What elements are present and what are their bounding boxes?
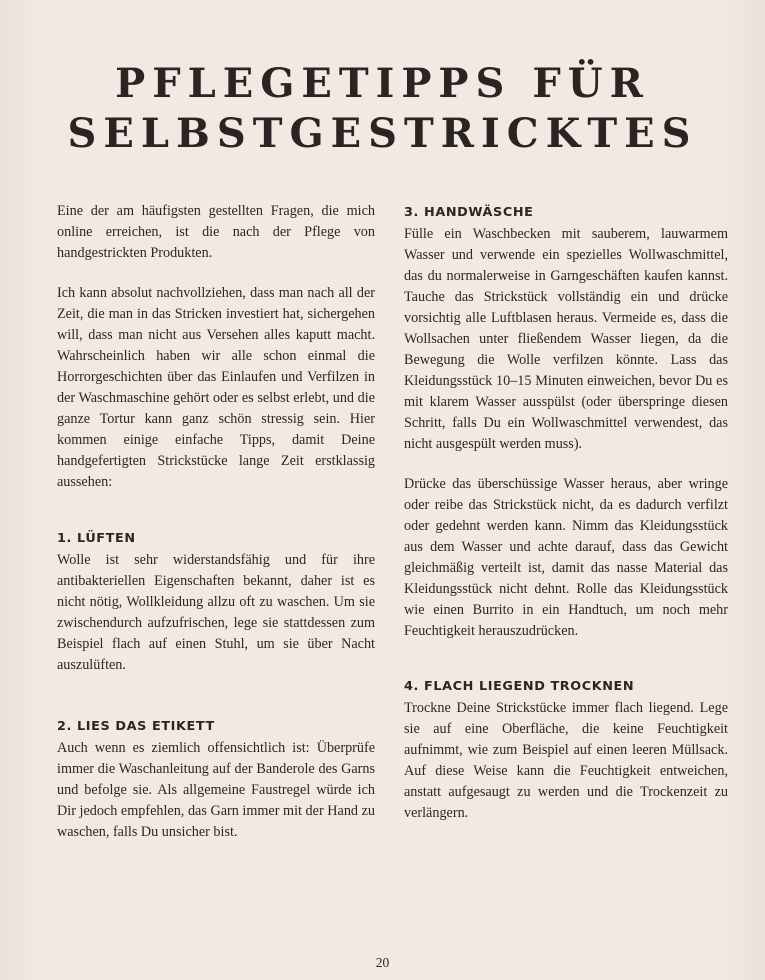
section-1-text: Wolle ist sehr widerstandsfähig und für ihre antibakteriellen Eigenschaften bekannt, daher ist es nicht nötig, Wollkleidung allzu oft zu waschen. Um sie zwischendurch aufzufrischen, lege sie stattdessen zum Beispiel flach auf einen Stuhl, um sie über Nacht auszulüften.	[57, 552, 375, 673]
section-1-heading: 1. LÜFTEN	[57, 531, 136, 546]
section-2-heading: 2. LIES DAS ETIKETT	[57, 719, 215, 734]
section-3-paragraph-1: Fülle ein Waschbecken mit sauberem, lauwarmem Wasser und verwende ein spezielles Wollwaschmittel, das du normalerweise in Garngeschäften kaufen kannst. Tauche das Strickstück vollständig ein und drücke vorsichtig alle Luftblasen heraus. Vermeide es, dass die Wollsachen unter fließendem Wasser liegen, da die Bewegung die Wolle verfilzen könnte. Lass das Kleidungsstück 10–15 Minuten einweichen, bevor Du es mit klarem Wasser ausspülst (oder überspringe diesen Schritt, falls Du ein Wollwaschmittel verwendest, das nicht ausgespült werden muss).	[404, 226, 728, 452]
section-2-text: Auch wenn es ziemlich offensichtlich ist: Überprüfe immer die Waschanleitung auf der Banderole des Garns und befolge sie. Als allgemeine Faustregel würde ich Dir jedoch empfehlen, das Garn immer mit der Hand zu waschen, falls Du unsicher bist.	[57, 740, 375, 840]
section-3-heading: 3. HANDWÄSCHE	[404, 205, 534, 220]
section-4-heading: 4. FLACH LIEGEND TROCKNEN	[404, 679, 635, 694]
intro-paragraph-2: Ich kann absolut nachvollziehen, dass man nach all der Zeit, die man in das Stricken investiert hat, sichergehen will, dass man nicht aus Versehen alles kaputt macht. Wahrscheinlich haben wir alle schon einmal die Horrorgeschichten über das Einlaufen und Verfilzen in der Waschmaschine gehört oder es selbst erlebt, und die ganze Tortur kann ganz schön stressig sein. Hier kommen einige einfache Tipps, damit Deine handgefertigten Strickstücke lange Zeit erstklassig aussehen:	[57, 285, 375, 490]
intro-paragraph-1: Eine der am häufigsten gestellten Fragen, die mich online erreichen, ist die nach der Pflege von handgestrickten Produkten.	[57, 203, 375, 261]
page-title-line-2: SELBSTGESTRICKTES	[67, 110, 698, 157]
page-title-line-1: PFLEGETIPPS FÜR	[115, 60, 650, 107]
section-3-paragraph-2: Drücke das überschüssige Wasser heraus, aber wringe oder reibe das Strickstück nicht, da es dadurch verfilzt oder gedehnt werden kann. Nimm das Kleidungsstück aus dem Wasser und achte darauf, dass das Gewicht gleichmäßig verteilt ist, damit das nasse Material das Kleidungsstück nicht dehnt. Rolle das Kleidungsstück wie einen Burrito in ein Handtuch, um noch mehr Feuchtigkeit herauszudrücken.	[404, 476, 728, 639]
page-number: 20	[375, 955, 390, 970]
section-4-text: Trockne Deine Strickstücke immer flach liegend. Lege sie auf eine Oberfläche, die keine Feuchtigkeit aufnimmt, wie zum Beispiel auf einen leeren Müllsack. Auf diese Weise kann die Feuchtigkeit entweichen, anstatt aufgesaugt zu werden und die Trockenzeit zu verlängern.	[404, 700, 728, 821]
